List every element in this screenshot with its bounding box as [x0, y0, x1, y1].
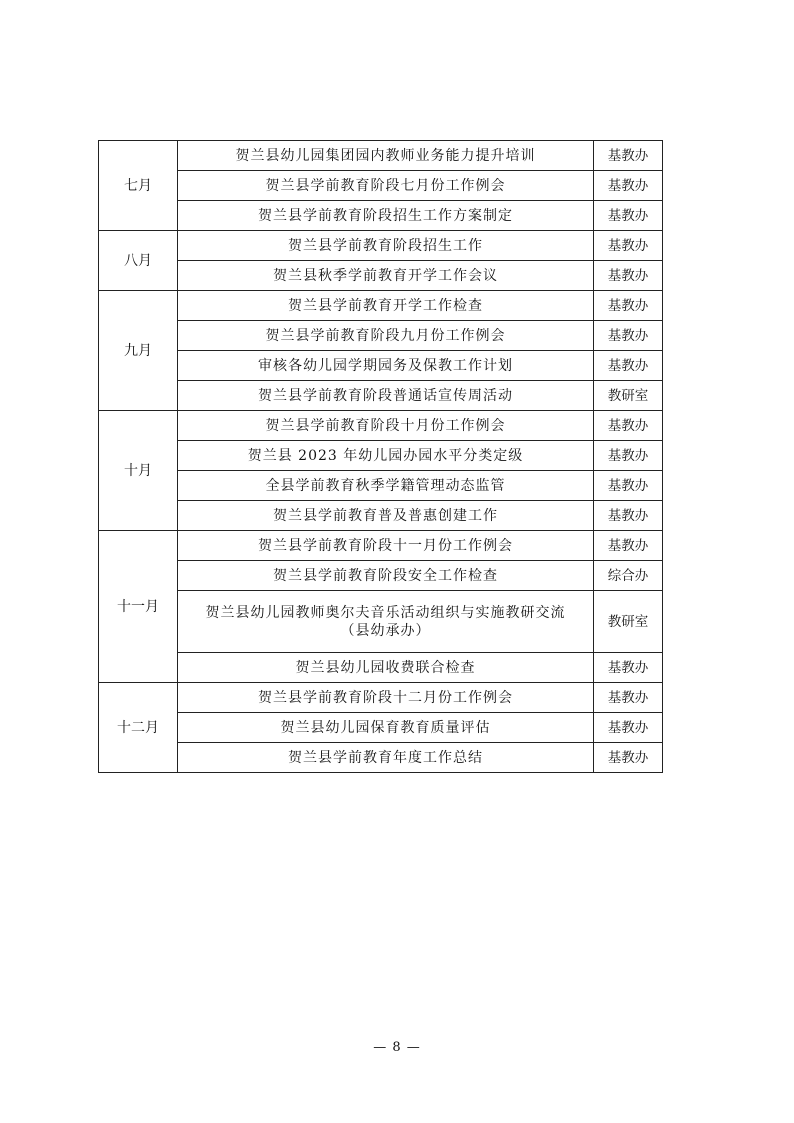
table-row	[99, 351, 663, 381]
task-cell: 贺兰县学前教育阶段十二月份工作例会	[178, 683, 594, 713]
department-cell: 基教办	[594, 411, 663, 441]
task-cell: 贺兰县学前教育阶段招生工作	[178, 231, 594, 261]
task-cell: 贺兰县学前教育普及普惠创建工作	[178, 501, 594, 531]
department-cell: 基教办	[594, 743, 663, 773]
department-cell: 基教办	[594, 201, 663, 231]
department-cell: 基教办	[594, 713, 663, 743]
department-cell: 基教办	[594, 171, 663, 201]
department-cell: 基教办	[594, 683, 663, 713]
department-cell: 基教办	[594, 501, 663, 531]
month-cell: 八月	[99, 231, 178, 291]
table-row	[99, 201, 663, 231]
task-cell: 贺兰县学前教育阶段招生工作方案制定	[178, 201, 594, 231]
table-row	[99, 683, 663, 713]
task-cell: 贺兰县幼儿园收费联合检查	[178, 653, 594, 683]
task-cell: 审核各幼儿园学期园务及保教工作计划	[178, 351, 594, 381]
department-cell: 基教办	[594, 471, 663, 501]
task-text-line: （县幼承办）	[340, 622, 431, 639]
department-cell: 综合办	[594, 561, 663, 591]
task-cell: 贺兰县学前教育年度工作总结	[178, 743, 594, 773]
department-cell: 基教办	[594, 351, 663, 381]
table-row	[99, 501, 663, 531]
department-cell: 基教办	[594, 231, 663, 261]
task-text-line: 贺兰县幼儿园教师奥尔夫音乐活动组织与实施教研交流	[205, 604, 566, 621]
table-row	[99, 171, 663, 201]
task-cell	[178, 591, 594, 653]
task-cell: 贺兰县学前教育阶段安全工作检查	[178, 561, 594, 591]
department-cell: 基教办	[594, 653, 663, 683]
table-row	[99, 231, 663, 261]
department-cell: 基教办	[594, 261, 663, 291]
department-cell: 基教办	[594, 531, 663, 561]
month-cell: 十月	[99, 411, 178, 531]
table-row	[99, 531, 663, 561]
month-cell: 十一月	[99, 531, 178, 683]
task-cell: 贺兰县学前教育开学工作检查	[178, 291, 594, 321]
table-row	[99, 591, 663, 653]
month-cell: 七月	[99, 141, 178, 231]
department-cell: 教研室	[594, 381, 663, 411]
table-row	[99, 713, 663, 743]
task-cell: 贺兰县学前教育阶段九月份工作例会	[178, 321, 594, 351]
table-row	[99, 561, 663, 591]
department-cell: 教研室	[594, 591, 663, 653]
task-cell: 贺兰县 2023 年幼儿园办园水平分类定级	[178, 441, 594, 471]
task-cell: 贺兰县幼儿园集团园内教师业务能力提升培训	[178, 141, 594, 171]
month-cell: 十二月	[99, 683, 178, 773]
page-number: — 8 —	[373, 1040, 421, 1055]
table-row	[99, 321, 663, 351]
table-row	[99, 441, 663, 471]
table-row	[99, 471, 663, 501]
table-row	[99, 261, 663, 291]
task-cell: 全县学前教育秋季学籍管理动态监管	[178, 471, 594, 501]
table-row	[99, 743, 663, 773]
task-cell: 贺兰县学前教育阶段普通话宣传周活动	[178, 381, 594, 411]
table-row	[99, 411, 663, 441]
table-row	[99, 381, 663, 411]
task-cell: 贺兰县秋季学前教育开学工作会议	[178, 261, 594, 291]
department-cell: 基教办	[594, 441, 663, 471]
table-row	[99, 291, 663, 321]
task-cell: 贺兰县学前教育阶段十一月份工作例会	[178, 531, 594, 561]
department-cell: 基教办	[594, 141, 663, 171]
department-cell: 基教办	[594, 321, 663, 351]
month-cell: 九月	[99, 291, 178, 411]
department-cell: 基教办	[594, 291, 663, 321]
work-schedule-table	[98, 140, 663, 773]
table-row	[99, 141, 663, 171]
task-cell: 贺兰县学前教育阶段七月份工作例会	[178, 171, 594, 201]
table-row	[99, 653, 663, 683]
task-cell: 贺兰县幼儿园保育教育质量评估	[178, 713, 594, 743]
task-cell: 贺兰县学前教育阶段十月份工作例会	[178, 411, 594, 441]
